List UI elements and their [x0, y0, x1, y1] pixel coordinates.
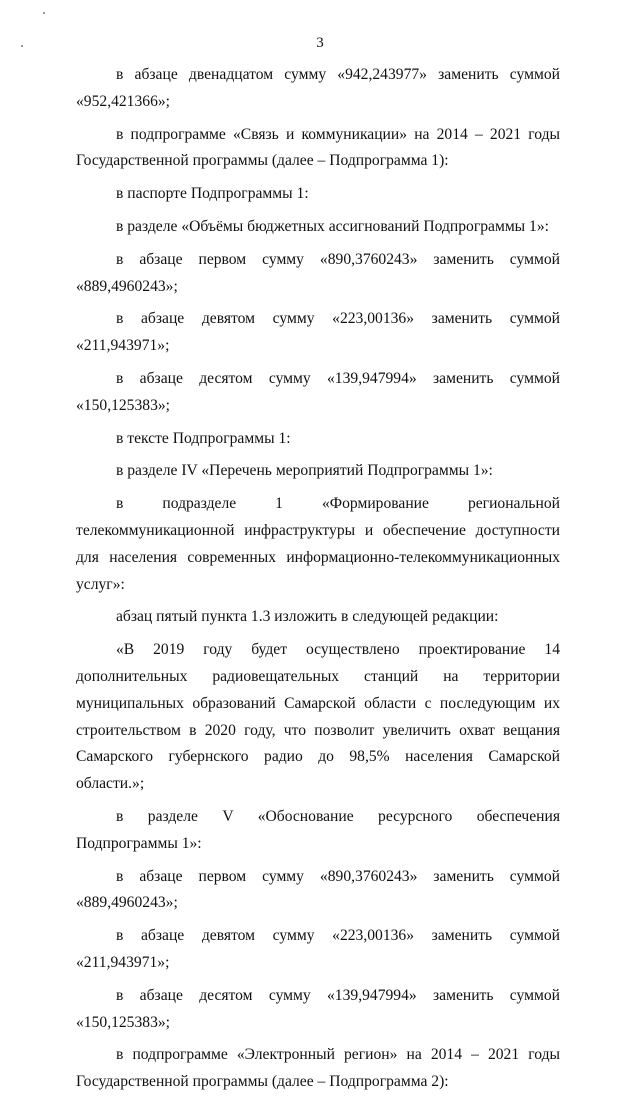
paragraph-4: в разделе «Объёмы бюджетных ассигнований Подпрограммы 1»:	[116, 217, 549, 235]
paragraph-5: в абзаце первом сумму «890,3760243» заменить суммой «889,4960243»;	[76, 250, 560, 295]
paragraph-9: в разделе IV «Перечень мероприятий Подпрограммы 1»:	[116, 462, 493, 480]
document-body	[76, 62, 560, 1096]
paragraph-11: абзац пятый пункта 1.3 изложить в следующей редакции:	[116, 608, 499, 626]
paragraph-16: в абзаце десятом сумму «139,947994» заменить суммой «150,125383»;	[76, 986, 560, 1031]
paragraph-10: в подразделе 1 «Формирование региональной телекоммуникационной инфраструктуры и обеспечение доступности для населения современных информационно-телекоммуникационных услуг»:	[76, 495, 560, 593]
paragraph-7: в абзаце десятом сумму «139,947994» заменить суммой «150,125383»;	[76, 369, 560, 414]
paragraph-13: в разделе V «Обоснование ресурсного обеспечения Подпрограммы 1»:	[76, 807, 560, 852]
speck	[21, 45, 23, 47]
paragraph-6: в абзаце девятом сумму «223,00136» заменить суммой «211,943971»;	[76, 310, 560, 355]
page-number: 3	[316, 35, 324, 51]
paragraph-1: в абзаце двенадцатом сумму «942,243977» заменить суммой «952,421366»;	[76, 66, 560, 110]
paragraph-12: «В 2019 году будет осуществлено проектирование 14 дополнительных радиовещательных станций на территории муниципальных образований Самарской области с последующим их строительством в 2020 году, что позволит увеличить охват вещания Самарского губернского радио до 98,5% населения Самарской области.»;	[76, 641, 560, 793]
paragraph-8: в тексте Подпрограммы 1:	[116, 429, 291, 447]
paragraph-14: в абзаце первом сумму «890,3760243» заменить суммой «889,4960243»;	[76, 867, 560, 912]
paragraph-2: в подпрограмме «Связь и коммуникации» на 2014 – 2021 годы Государственной программы (далее – Подпрограмма 1):	[76, 125, 560, 170]
paragraph-15: в абзаце девятом сумму «223,00136» заменить суммой «211,943971»;	[76, 927, 560, 971]
paragraph-17: в подпрограмме «Электронный регион» на 2014 – 2021 годы Государственной программы (далее – Подпрограмма 2):	[76, 1046, 560, 1091]
paragraph-3: в паспорте Подпрограммы 1:	[116, 185, 309, 203]
speck	[43, 12, 45, 14]
